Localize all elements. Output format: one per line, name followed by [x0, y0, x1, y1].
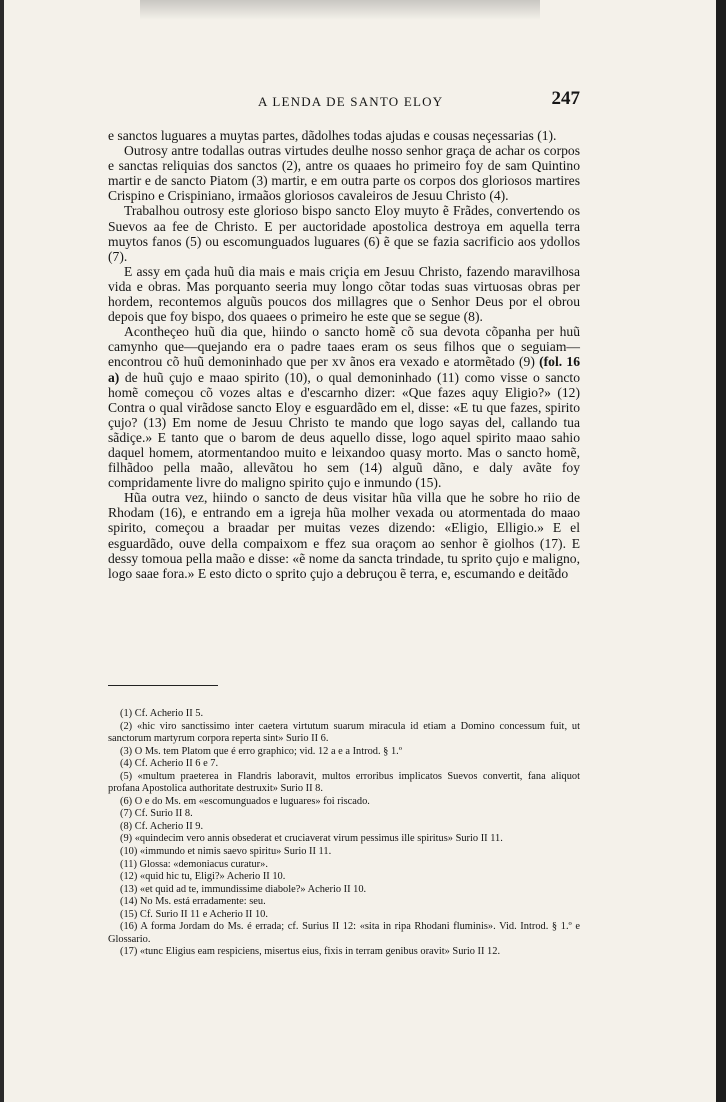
footnote: (5) «multum praeterea in Flandris laboravit, multos erroribus implicatos Suevos convertit, fana aliquot profana Apostolica authoritate destruxit» Surio II 8.: [108, 770, 580, 795]
main-text: [108, 128, 580, 581]
paragraph-4: E assy em çada huũ dia mais e mais criçia em Jesuu Christo, fazendo maravilhosa vida e obras. Mas porquanto seeria muy longo cõtar todas suas virtuosas obras per hordem, recontemos alguũs poucos dos millagres que o Senhor Deus por el obrou depois que foy bispo, dos quaees o primeiro he este que se segue (8).: [108, 263, 580, 325]
footnote: (16) A forma Jordam do Ms. é errada; cf. Surius II 12: «sita in ripa Rhodani fluminis». Vid. Introd. § 1.º e Glossario.: [108, 921, 580, 945]
running-title: A LENDA DE SANTO ELOY: [258, 94, 444, 109]
folio-marker: (fol. 16 a): [108, 354, 580, 385]
paragraph-5-part-a: Acontheçeo huũ dia que, hiindo o sancto homẽ cõ sua devota cõpanha per huũ camynho que—quejando era o padre taaes eram os seus filhos que o seguiam—encontrou cõ huũ demoninhado que per xv ãnos era vexado e atormẽtado (9): [108, 324, 580, 370]
footnote: (14) No Ms. está erradamente: seu.: [120, 896, 266, 908]
footnote: (11) Glossa: «demoniacus curatur».: [120, 858, 268, 870]
paragraph-5: [108, 324, 580, 490]
footnote: (7) Cf. Surio II 8.: [120, 808, 193, 820]
paragraph-3: Trabalhou outrosy este glorioso bispo sancto Eloy muyto ẽ Frãdes, convertendo os Suevos aa fee de Christo. E per auctoridade apostolica destroya em aquella terra muytos fanos (5) ou escomunguados luguares (6) ẽ que se fazia sacrificio aos ydollos (7).: [108, 203, 580, 264]
paragraph-1: e sanctos luguares a muytas partes, dãdolhes todas ajudas e cousas neçessarias (1).: [108, 128, 557, 143]
footnote: (6) O e do Ms. em «escomunguados e luguares» foi riscado.: [120, 795, 370, 807]
footnote: (12) «quid hic tu, Eligi?» Acherio II 10.: [120, 871, 286, 883]
footnote: (13) «et quid ad te, immundissime diabole?» Acherio II 10.: [120, 883, 367, 895]
page-edge-shadow: [0, 0, 4, 1102]
footnote: (1) Cf. Acherio II 5.: [120, 708, 204, 719]
footnote: (3) O Ms. tem Platom que é erro graphico; vid. 12 a e a Introd. § 1.º: [120, 745, 402, 757]
footnote-rule: [108, 685, 218, 686]
paragraph-6: Hũa outra vez, hiindo o sancto de deus visitar hũa villa que he sobre ho riio de Rhodam (16), e entrando em a igreja hũa molher vexada ou atormentada do maao spirito, começou a braadar per muitas vezes dizendo: «Eligio, Elligio.» E el esguardãdo, ouve della compaixom e ffez sua oraçom ao senhor ẽ giolhos (17). E dessy tomoua pella maão e disse: «ẽ nome da sancta trindade, tu sprito çujo e maligno, logo saae fora.» E esto dicto o sprito çujo a debruçou ẽ terra, e, escumando e deitãdo: [108, 490, 580, 581]
footnote: (15) Cf. Surio II 11 e Acherio II 10.: [120, 908, 268, 920]
page-header: [108, 88, 580, 112]
page-number: 247: [551, 88, 580, 109]
paragraph-2: Outrosy antre todallas outras virtudes deulhe nosso senhor graça de achar os corpos e sanctas reliquias dos sanctos (2), antre os quaaes ho primeiro foy de sam Quintino martir e de sancto Piatom (3) martir, e em outra parte os corpos dos gloriosos martires Crispino e Crispiniano, irmaãos gloriosos cavaleiros de Jesuu Christo (4).: [108, 143, 580, 204]
footnote: (10) «immundo et nimis saevo spiritu» Surio II 11.: [120, 846, 332, 858]
footnote: (9) «quindecim vero annis obsederat et cruciaverat virum pessimus ille spiritus» Surio II 11.: [120, 833, 503, 845]
footnote: (2) «hic viro sanctissimo inter caetera virtutum suarum miracula id etiam a Domino concessum fuit, ut sanctorum martyrum corpora reperta sint» Surio II 6.: [108, 720, 580, 745]
footnote: (4) Cf. Acherio II 6 e 7.: [120, 758, 219, 770]
paragraph-5-part-b: de huũ çujo e maao spirito (10), o qual demoninhado (11) como visse o sancto homẽ começou cõ vozes altas e d'escarnho dizer: «Que fazes aquy Eligio?» (12) Contra o qual virãdose sancto Eloy e esguardãdo em el, disse: «E tu que fazes, spirito çujo? (13) Em nome de Jesuu Christo te mando que logo sayas del, callando tua sãdiçe.» E tanto que o barom de deus aquello disse, logo aquel spirito maao sahio daquel homem, atormentandoo muito e leixandoo quasy morto. Mas o sancto homẽ, filhãdoo pella maão, allevãtou ho sem (14) alguũ dãno, e daly avãte foy compridamente livre do maligno spirito çujo e inmundo (15).: [108, 369, 581, 491]
footnote: (17) «tunc Eligius eam respiciens, misertus eius, fixis in terram genibus oravit» Surio II 12.: [120, 946, 501, 958]
footnote: (8) Cf. Acherio II 9.: [120, 820, 204, 832]
footnotes: [108, 708, 580, 959]
